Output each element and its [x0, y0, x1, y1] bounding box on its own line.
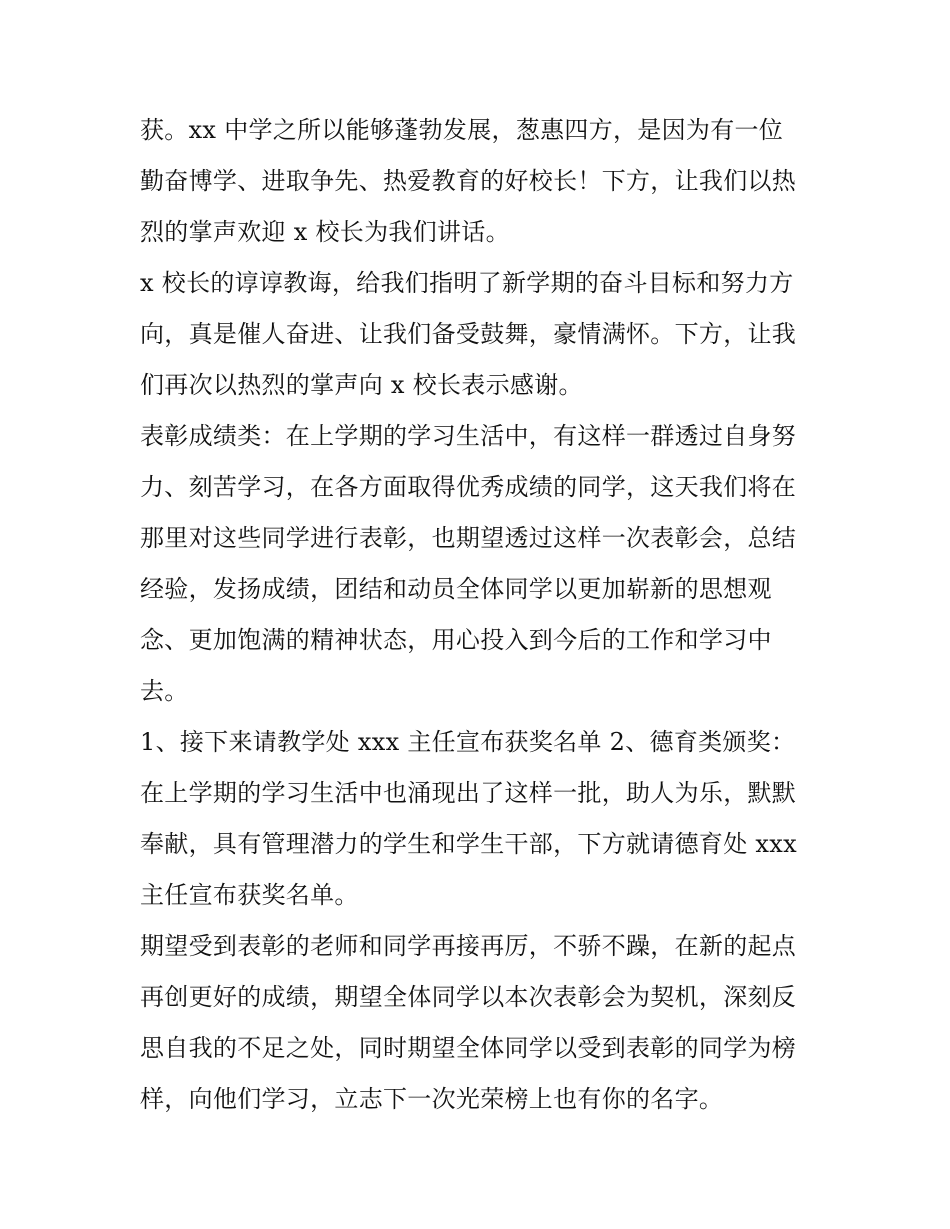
text-line: 烈的掌声欢迎 x 校长为我们讲话。 [140, 218, 510, 246]
text-line: 们再次以热烈的掌声向 x 校长表示感谢。 [140, 371, 583, 399]
text-line: 念、更加饱满的精神状态，用心投入到今后的工作和学习中 [140, 626, 772, 654]
text-line: 经验，发扬成绩，团结和动员全体同学以更加崭新的思想观 [140, 575, 772, 603]
text-line: 表彰成绩类：在上学期的学习生活中，有这样一群透过自身努 [140, 422, 797, 450]
text-line: 奉献，具有管理潜力的学生和学生干部，下方就请德育处 xxx [140, 830, 797, 858]
document-body [140, 105, 820, 1125]
text-line: 向，真是催人奋进、让我们备受鼓舞，豪情满怀。下方，让我 [140, 320, 797, 348]
text-line: 再创更好的成绩，期望全体同学以本次表彰会为契机，深刻反 [140, 983, 797, 1011]
text-line: 勤奋博学、进取争先、热爱教育的好校长！下方，让我们以热 [140, 167, 797, 195]
text-line: 思自我的不足之处，同时期望全体同学以受到表彰的同学为榜 [140, 1034, 797, 1062]
text-line: 去。 [140, 677, 189, 705]
text-line: 主任宣布获奖名单。 [140, 881, 359, 909]
text-line: 获。xx 中学之所以能够蓬勃发展，葱惠四方，是因为有一位 [140, 116, 784, 144]
text-line: 期望受到表彰的老师和同学再接再厉，不骄不躁，在新的起点 [140, 932, 797, 960]
text-line: 1、接下来请教学处 xxx 主任宣布获奖名单 2、德育类颁奖： [140, 728, 796, 756]
text-line: x 校长的谆谆教诲，给我们指明了新学期的奋斗目标和努力方 [140, 269, 794, 297]
text-line: 在上学期的学习生活中也涌现出了这样一批，助人为乐，默默 [140, 779, 797, 807]
text-line: 样，向他们学习，立志下一次光荣榜上也有你的名字。 [140, 1085, 724, 1113]
text-line: 那里对这些同学进行表彰，也期望透过这样一次表彰会，总结 [140, 524, 797, 552]
text-line: 力、刻苦学习，在各方面取得优秀成绩的同学，这天我们将在 [140, 473, 797, 501]
